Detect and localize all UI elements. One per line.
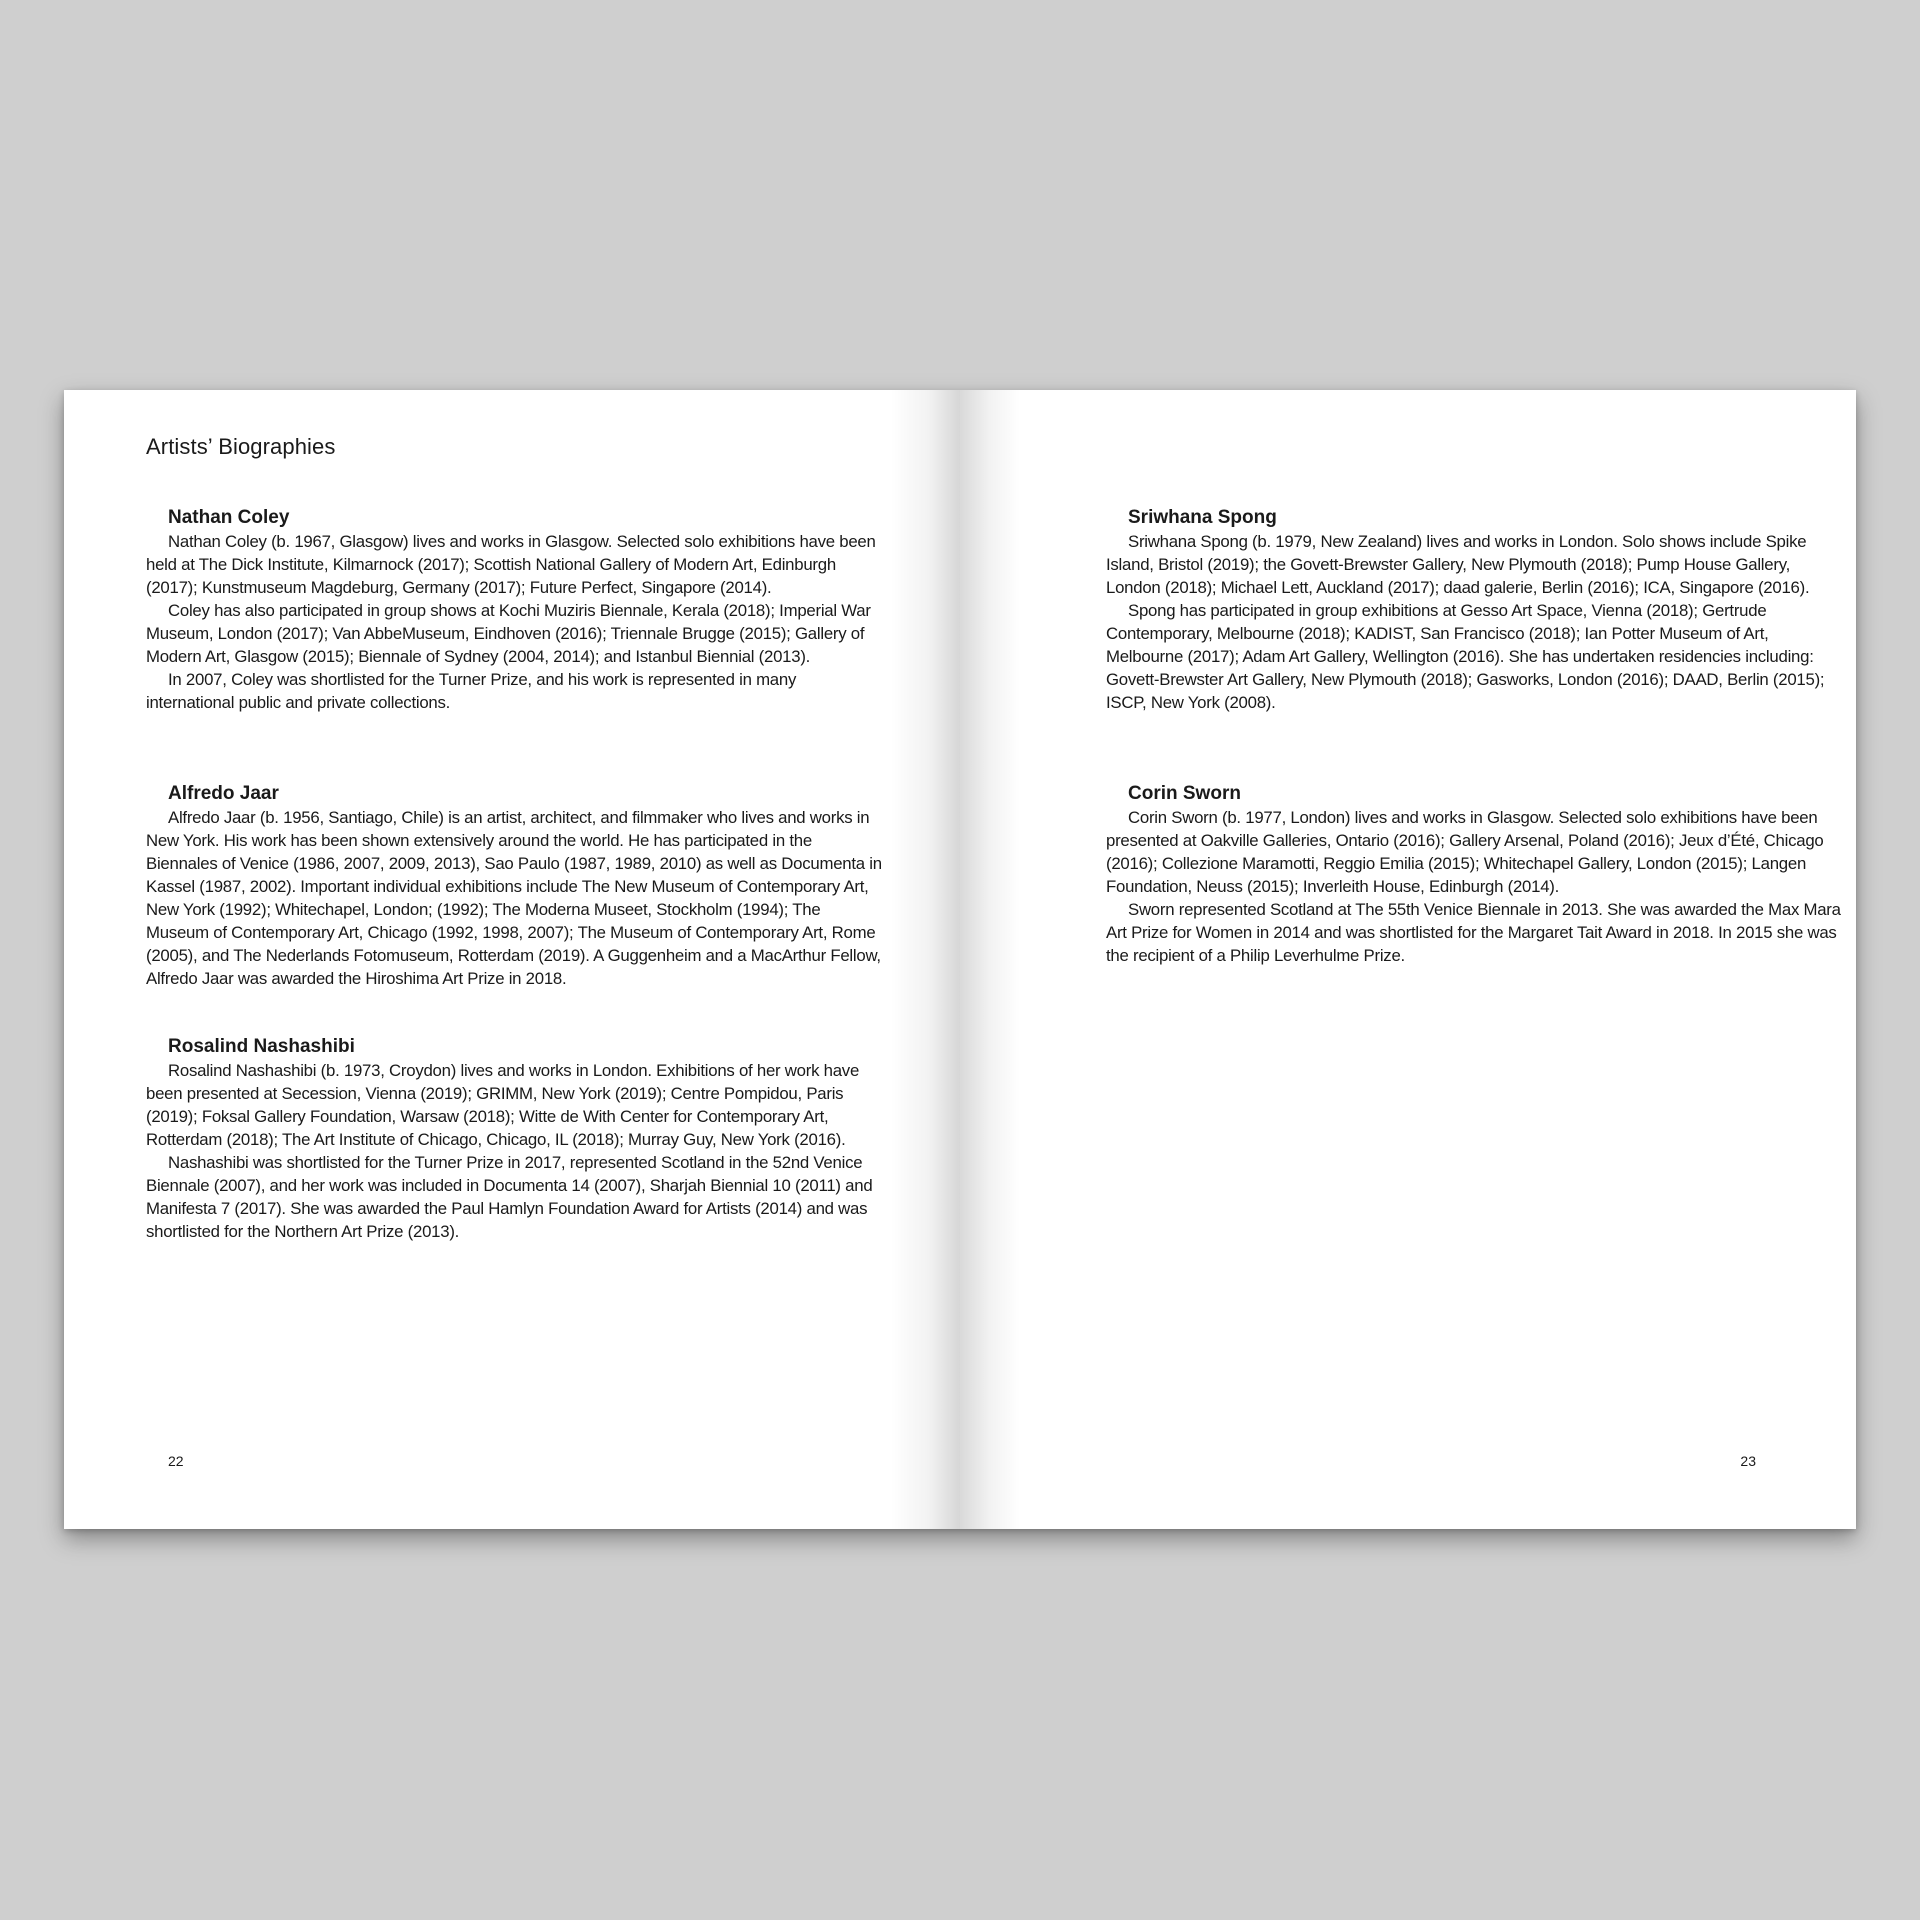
bio-nathan-coley xyxy=(146,506,882,714)
book-spread xyxy=(64,390,1856,1529)
right-page xyxy=(960,390,1856,1529)
bio-name: Corin Sworn xyxy=(1128,783,1241,804)
bio-paragraph: In 2007, Coley was shortlisted for the Turner Prize, and his work is represented in many international public and private collections. xyxy=(146,670,797,712)
bio-paragraph: Corin Sworn (b. 1977, London) lives and works in Glasgow. Selected solo exhibitions have been presented at Oakville Galleries, Ontario (2016); Gallery Arsenal, Poland (2016); Jeux d’Été, Chicago (2016); Collezione Maramotti, Reggio Emilia (2015); Whitechapel Gallery, London (2015); Langen Foundation, Neuss (2015); Inverleith House, Edinburgh (2014). xyxy=(1106,808,1824,896)
bio-corin-sworn xyxy=(1106,782,1842,967)
gutter-shadow xyxy=(960,390,1020,1529)
bio-paragraph: Rosalind Nashashibi (b. 1973, Croydon) lives and works in London. Exhibitions of her work have been presented at Secession, Vienna (2019); GRIMM, New York (2019); Centre Pompidou, Paris (2019); Foksal Gallery Foundation, Warsaw (2018); Witte de With Center for Contemporary Art, Rotterdam (2018); The Art Institute of Chicago, Chicago, IL (2018); Murray Guy, New York (2016). xyxy=(146,1061,860,1149)
bio-alfredo-jaar xyxy=(146,782,882,990)
bio-paragraph: Sriwhana Spong (b. 1979, New Zealand) lives and works in London. Solo shows include Spike Island, Bristol (2019); the Govett-Brewster Gallery, New Plymouth (2018); Pump House Gallery, London (2018); Michael Lett, Auckland (2017); daad galerie, Berlin (2016); ICA, Singapore (2016). xyxy=(1106,532,1810,597)
bio-rosalind-nashashibi xyxy=(146,1035,882,1243)
page-number: 22 xyxy=(168,1453,184,1469)
bio-paragraph: Spong has participated in group exhibitions at Gesso Art Space, Vienna (2018); Gertrude Contemporary, Melbourne (2018); KADIST, San Francisco (2018); Ian Potter Museum of Art, Melbourne (2017); Adam Art Gallery, Wellington (2016). She has undertaken residencies including: Govett-Brewster Art Gallery, New Plymouth (2018); Gasworks, London (2016); DAAD, Berlin (2015); ISCP, New York (2008). xyxy=(1106,601,1825,712)
section-title: Artists’ Biographies xyxy=(146,434,336,459)
bio-sriwhana-spong xyxy=(1106,506,1842,714)
bio-paragraph: Alfredo Jaar (b. 1956, Santiago, Chile) is an artist, architect, and filmmaker who lives and works in New York. His work has been shown extensively around the world. He has participated in the Biennales of Venice (1986, 2007, 2009, 2013), Sao Paulo (1987, 1989, 2010) as well as Documenta in Kassel (1987, 2002). Important individual exhibitions include The New Museum of Contemporary Art, New York (1992); Whitechapel, London; (1992); The Moderna Museet, Stockholm (1994); The Museum of Contemporary Art, Chicago (1992, 1998, 2007); The Museum of Contemporary Art, Rome (2005), and The Nederlands Fotomuseum, Rotterdam (2019). A Guggenheim and a MacArthur Fellow, Alfredo Jaar was awarded the Hiroshima Art Prize in 2018. xyxy=(146,808,882,988)
bio-name: Sriwhana Spong xyxy=(1128,507,1277,528)
bio-name: Nathan Coley xyxy=(168,507,290,528)
bio-name: Rosalind Nashashibi xyxy=(168,1036,355,1057)
left-page xyxy=(64,390,960,1529)
bio-paragraph: Coley has also participated in group shows at Kochi Muziris Biennale, Kerala (2018); Imperial War Museum, London (2017); Van AbbeMuseum, Eindhoven (2016); Triennale Brugge (2015); Gallery of Modern Art, Glasgow (2015); Biennale of Sydney (2004, 2014); and Istanbul Biennial (2013). xyxy=(146,601,871,666)
bio-paragraph: Sworn represented Scotland at The 55th Venice Biennale in 2013. She was awarded the Max Mara Art Prize for Women in 2014 and was shortlisted for the Margaret Tait Award in 2018. In 2015 she was the recipient of a Philip Leverhulme Prize. xyxy=(1106,900,1841,965)
bio-paragraph: Nathan Coley (b. 1967, Glasgow) lives and works in Glasgow. Selected solo exhibitions have been held at The Dick Institute, Kilmarnock (2017); Scottish National Gallery of Modern Art, Edinburgh (2017); Kunstmuseum Magdeburg, Germany (2017); Future Perfect, Singapore (2014). xyxy=(146,532,876,597)
bio-paragraph: Nashashibi was shortlisted for the Turner Prize in 2017, represented Scotland in the 52nd Venice Biennale (2007), and her work was included in Documenta 14 (2007), Sharjah Biennial 10 (2011) and Manifesta 7 (2017). She was awarded the Paul Hamlyn Foundation Award for Artists (2014) and was shortlisted for the Northern Art Prize (2013). xyxy=(146,1153,873,1241)
page-number: 23 xyxy=(1740,1453,1756,1469)
gutter-shadow xyxy=(890,390,960,1529)
bio-name: Alfredo Jaar xyxy=(168,783,279,804)
